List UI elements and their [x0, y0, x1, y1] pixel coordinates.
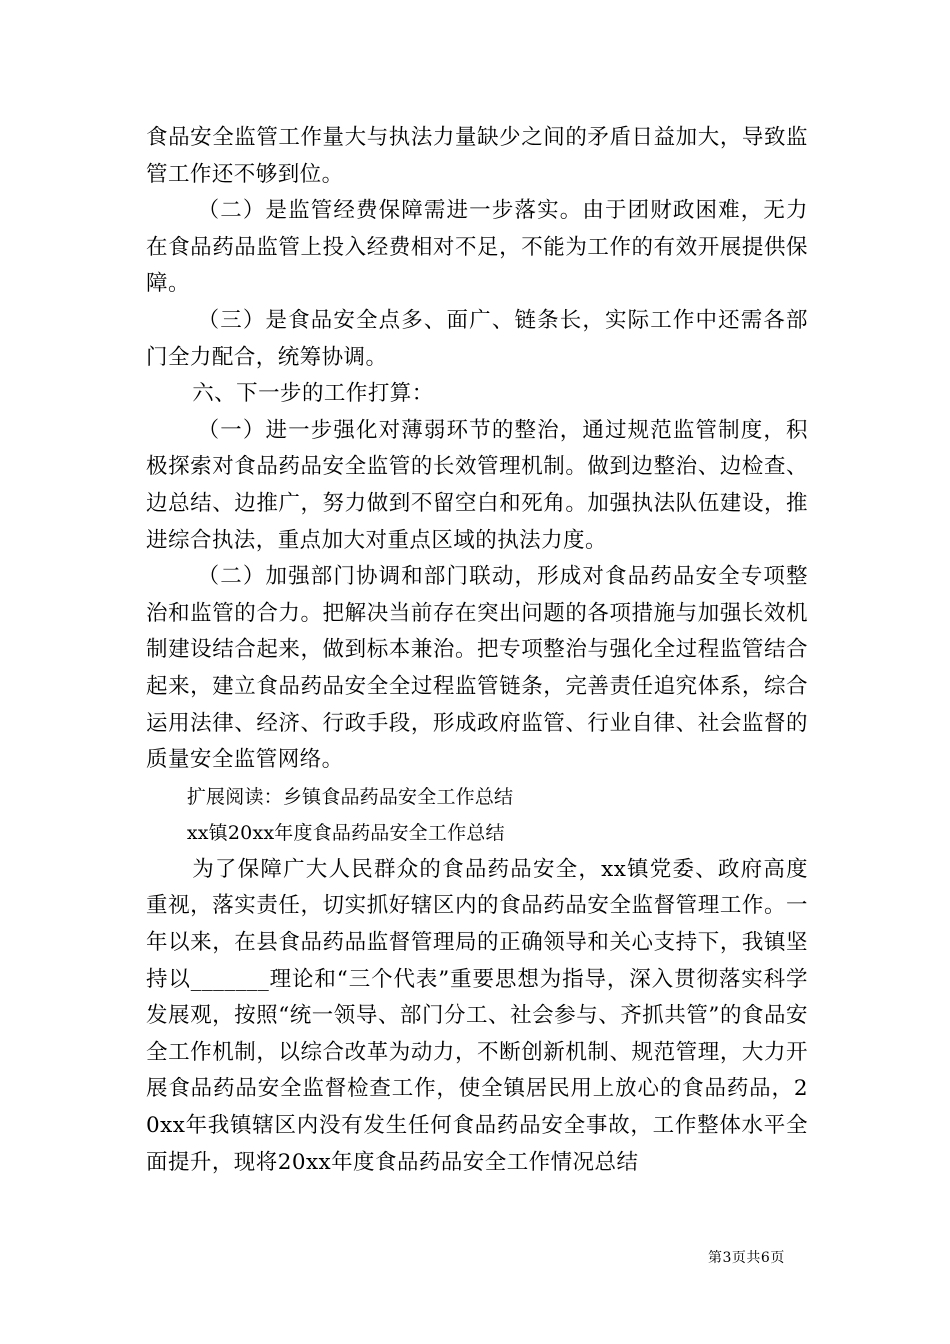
paragraph-plan-2: （二）加强部门协调和部门联动，形成对食品药品安全专项整治和监管的合力。把解决当前存在突出问题的各项措施与加强长效机制建设结合起来，做到标本兼治。把专项整治与强化全过程监管结合起来，建立食品药品安全全过程监管链条，完善责任追究体系，综合运用法律、经济、行政手段，形成政府监管、行业自律、社会监督的质量安全监管网络。: [146, 564, 808, 773]
page-number: 第3页共6页: [708, 1250, 785, 1266]
report-title: xx镇20xx年度食品药品安全工作总结: [186, 822, 505, 845]
section-heading-next-steps: 六、下一步的工作打算：: [192, 381, 434, 407]
extended-reading-heading: 扩展阅读：乡镇食品药品安全工作总结: [186, 785, 514, 808]
paragraph-intro: 为了保障广大人民群众的食品药品安全，xx镇党委、政府高度重视，落实责任，切实抓好辖区内的食品药品安全监督管理工作。一年以来，在县食品药品监督管理局的正确领导和关心支持下，我镇坚持以_______理论和“三个代表”重要思想为指导，深入贯彻落实科学发展观，按照“统一领导、部门分工、社会参与、齐抓共管”的食品安全工作机制，以综合改革为动力，不断创新机制、规范管理，大力开展食品药品安全监督检查工作，使全镇居民用上放心的食品药品，20xx年我镇辖区内没有发生任何食品药品安全事故，工作整体水平全面提升，现将20xx年度食品药品安全工作情况总结: [146, 856, 808, 1175]
paragraph-issue-3: （三）是食品安全点多、面广、链条长，实际工作中还需各部门全力配合，统筹协调。: [146, 307, 808, 370]
paragraph-issue-2: （二）是监管经费保障需进一步落实。由于团财政困难，无力在食品药品监管上投入经费相对不足，不能为工作的有效开展提供保障。: [146, 198, 808, 297]
paragraph-plan-1: （一）进一步强化对薄弱环节的整治，通过规范监管制度，积极探索对食品药品安全监管的长效管理机制。做到边整治、边检查、边总结、边推广，努力做到不留空白和死角。加强执法队伍建设，推进综合执法，重点加大对重点区域的执法力度。: [146, 417, 808, 553]
document-body: [146, 120, 808, 1181]
paragraph-continuation: 食品安全监管工作量大与执法力量缺少之间的矛盾日益加大，导致监管工作还不够到位。: [146, 125, 808, 187]
